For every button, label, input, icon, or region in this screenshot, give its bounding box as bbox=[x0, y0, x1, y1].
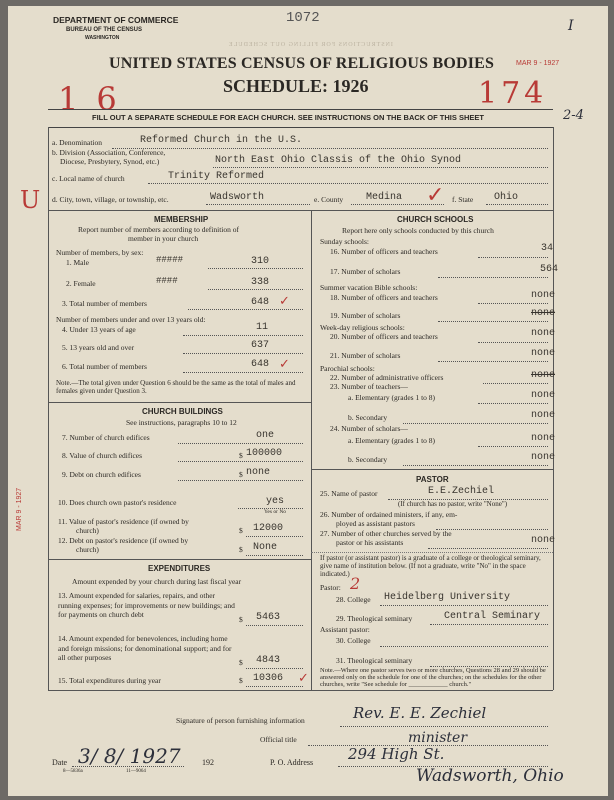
q27-line bbox=[428, 548, 548, 549]
local-name-label: c. Local name of church bbox=[52, 174, 125, 183]
frame-left bbox=[48, 127, 49, 690]
sunday-head: Sunday schools: bbox=[320, 237, 369, 246]
by-sex-label: Number of members, by sex: bbox=[56, 248, 144, 257]
po-address-value: 294 High St. bbox=[348, 745, 445, 763]
bleed-through-text: INSTRUCTIONS FOR FILLING OUT SCHEDULE bbox=[228, 42, 393, 48]
signature-label: Signature of person furnishing information bbox=[176, 716, 305, 725]
buildings-sub: See instructions, paragraphs 10 to 12 bbox=[126, 418, 237, 427]
bureau-label: BUREAU OF THE CENSUS bbox=[66, 27, 143, 33]
q17-line bbox=[438, 277, 548, 278]
q15-label: 15. Total expenditures during year bbox=[58, 676, 161, 685]
state-label: f. State bbox=[452, 195, 474, 204]
q23a-line bbox=[478, 403, 548, 404]
q23b-label: b. Secondary bbox=[348, 413, 388, 422]
q30-label: 30. College bbox=[336, 636, 371, 645]
signature-line bbox=[340, 726, 548, 727]
denomination-value: Reformed Church in the U.S. bbox=[140, 135, 303, 146]
census-form-page bbox=[8, 6, 608, 796]
expenditures-sub: Amount expended by your church during last fiscal year bbox=[72, 577, 242, 586]
q15-check-mark: ✓ bbox=[298, 670, 309, 685]
q5-line bbox=[183, 353, 303, 354]
q8-line bbox=[178, 461, 303, 462]
membership-title: MEMBERSHIP bbox=[154, 215, 209, 224]
q18-line bbox=[478, 303, 548, 304]
denomination-label: a. Denomination bbox=[52, 138, 102, 147]
q11-label-2: church) bbox=[76, 526, 99, 535]
q21-line bbox=[438, 361, 548, 362]
q8-label: 8. Value of church edifices bbox=[62, 451, 143, 460]
q29-label: 29. Theological seminary bbox=[336, 614, 413, 623]
signature-value: Rev. E. E. Zechiel bbox=[353, 704, 487, 722]
q1-line bbox=[208, 268, 303, 269]
form-code-2: 11—9064 bbox=[126, 769, 146, 774]
q3-value: 648 bbox=[251, 297, 270, 308]
q24b-label: b. Secondary bbox=[348, 455, 388, 464]
q17-label: 17. Number of scholars bbox=[330, 267, 401, 276]
local-name-value: Trinity Reformed bbox=[168, 171, 265, 182]
q9-dollar: $ bbox=[239, 470, 243, 479]
q22-value: none bbox=[531, 370, 556, 381]
q24b-line bbox=[403, 465, 548, 466]
q6-check-mark: ✓ bbox=[279, 356, 290, 371]
schools-title: CHURCH SCHOOLS bbox=[397, 215, 474, 224]
q16-line bbox=[478, 257, 548, 258]
state-line bbox=[486, 204, 548, 205]
q19-value: none bbox=[531, 308, 556, 319]
buildings-title: CHURCH BUILDINGS bbox=[142, 407, 223, 416]
q18-value: none bbox=[531, 290, 556, 301]
po-address-label: P. O. Address bbox=[270, 758, 314, 767]
summer-head: Summer vacation Bible schools: bbox=[320, 283, 418, 292]
q24b-value: none bbox=[531, 452, 556, 463]
q10-value: yes bbox=[266, 496, 285, 507]
q24a-line bbox=[478, 446, 548, 447]
q13-label: 13. Amount expended for salaries, repairs, and other running expenses; for improvements or new buildings; and for payments on church debt bbox=[58, 591, 235, 619]
q23-label: 23. Number of teachers— bbox=[330, 382, 408, 391]
form-number: 1072 bbox=[286, 10, 320, 26]
local-name-line bbox=[148, 183, 548, 184]
membership-sub-2: member in your church bbox=[128, 234, 199, 243]
q3-label: 3. Total number of members bbox=[62, 299, 147, 308]
official-title-label: Official title bbox=[260, 735, 297, 744]
q12-value: None bbox=[253, 542, 278, 553]
division-line bbox=[213, 167, 548, 168]
section-top-rule bbox=[48, 210, 553, 211]
q24-label: 24. Number of scholars— bbox=[330, 424, 408, 433]
instruction-line: FILL OUT A SEPARATE SCHEDULE FOR EACH CHURCH. SEE INSTRUCTIONS ON THE BACK OF THIS SHEET bbox=[92, 113, 484, 122]
date-value: 3/ 8/ 1927 bbox=[78, 744, 181, 768]
official-title-value: minister bbox=[408, 730, 468, 746]
q1-hash-marks: ##### bbox=[156, 255, 184, 265]
q12-dollar: $ bbox=[239, 545, 243, 554]
q13-value: 5463 bbox=[256, 612, 281, 623]
date-suffix: 192 bbox=[202, 758, 214, 767]
schools-bottom-rule bbox=[311, 469, 553, 470]
q5-label: 5. 13 years old and over bbox=[62, 343, 135, 352]
q11-value: 12000 bbox=[253, 523, 284, 534]
q3-check-mark: ✓ bbox=[279, 293, 290, 308]
q7-value: one bbox=[256, 430, 275, 441]
date-label: Date bbox=[52, 758, 68, 767]
frame-right bbox=[553, 127, 554, 690]
q7-line bbox=[178, 443, 303, 444]
county-value: Medina bbox=[366, 192, 403, 203]
city-label: d. City, town, village, or township, etc. bbox=[52, 195, 169, 204]
q26-line bbox=[436, 529, 548, 530]
q6-value: 648 bbox=[251, 359, 270, 370]
assistant-head: Assistant pastor: bbox=[320, 625, 370, 634]
form-title: UNITED STATES CENSUS OF RELIGIOUS BODIES bbox=[109, 55, 495, 72]
q2-line bbox=[208, 289, 303, 290]
handwritten-u-mark: U bbox=[20, 186, 41, 214]
q29-value: Central Seminary bbox=[444, 611, 541, 622]
corner-mark: I bbox=[568, 18, 574, 34]
received-stamp: MAR 9 - 1927 bbox=[516, 60, 560, 67]
q19-label: 19. Number of scholars bbox=[330, 311, 401, 320]
handwritten-left-number: 16 bbox=[58, 80, 135, 118]
q31-label: 31. Theological seminary bbox=[336, 656, 413, 665]
department-label: DEPARTMENT OF COMMERCE bbox=[53, 15, 179, 25]
header-rule-top bbox=[48, 109, 553, 110]
q12-label-1: 12. Debt on pastor's residence (if owned by bbox=[58, 536, 189, 545]
q15-dollar: $ bbox=[239, 676, 243, 685]
q6-line bbox=[183, 372, 303, 373]
q28-value: Heidelberg University bbox=[384, 592, 511, 603]
q9-line bbox=[178, 480, 303, 481]
pastor-title: PASTOR bbox=[416, 475, 449, 484]
q24a-label: a. Elementary (grades 1 to 8) bbox=[348, 436, 436, 445]
q12-line bbox=[246, 555, 303, 556]
q27-label-1: 27. Number of other churches served by the bbox=[320, 529, 452, 538]
q11-dollar: $ bbox=[239, 526, 243, 535]
handwritten-two: 2 bbox=[350, 574, 361, 593]
q23b-value: none bbox=[531, 410, 556, 421]
side-received-stamp: MAR 9 - 1927 bbox=[16, 487, 23, 531]
q14-value: 4843 bbox=[256, 655, 281, 666]
q7-label: 7. Number of church edifices bbox=[62, 433, 150, 442]
q10-label: 10. Does church own pastor's residence bbox=[58, 498, 177, 507]
county-label: e. County bbox=[314, 195, 344, 204]
q20-line bbox=[478, 342, 548, 343]
city-value: Wadsworth bbox=[210, 192, 265, 203]
q15-line bbox=[246, 686, 303, 687]
q2-value: 338 bbox=[251, 277, 270, 288]
q25-note: (If church has no pastor, write "None") bbox=[398, 500, 508, 508]
po-address-city: Wadsworth, Ohio bbox=[416, 766, 564, 786]
city-line bbox=[206, 204, 310, 205]
q11-line bbox=[246, 536, 303, 537]
q26-label-1: 26. Number of ordained ministers, if any, em- bbox=[320, 510, 458, 519]
q1-value: 310 bbox=[251, 256, 270, 267]
q22-label: 22. Number of administrative officers bbox=[330, 373, 444, 382]
q18-label: 18. Number of officers and teachers bbox=[330, 293, 438, 302]
form-code: 8—5836a bbox=[63, 769, 83, 774]
q14-dollar: $ bbox=[239, 658, 243, 667]
division-value: North East Ohio Classis of the Ohio Synod bbox=[215, 155, 462, 166]
q14-line bbox=[246, 668, 303, 669]
pastor-mid-rule bbox=[311, 552, 553, 553]
q8-dollar: $ bbox=[239, 451, 243, 460]
age-head-label: Number of members under and over 13 years old: bbox=[56, 315, 206, 324]
q1-label: 1. Male bbox=[66, 258, 89, 267]
q25-value: E.E.Zechiel bbox=[428, 486, 495, 497]
county-check-mark: ✓ bbox=[426, 182, 445, 207]
q8-value: 100000 bbox=[246, 448, 283, 459]
q29-line bbox=[430, 624, 548, 625]
q26-label-2: ployed as assistant pastors bbox=[336, 519, 415, 528]
q9-label: 9. Debt on church edifices bbox=[62, 470, 141, 479]
column-divider bbox=[311, 210, 312, 690]
membership-bottom-rule bbox=[48, 402, 311, 403]
membership-sub-1: Report number of members according to definition of bbox=[78, 225, 239, 234]
handwritten-corner-code: 2-4 bbox=[563, 108, 584, 123]
q14-label: 14. Amount expended for benevolences, including home and foreign missions; for denominational support; and for all other purposes bbox=[58, 634, 232, 662]
denomination-line bbox=[112, 148, 548, 149]
q20-label: 20. Number of officers and teachers bbox=[330, 332, 438, 341]
q27-value: none bbox=[531, 535, 556, 546]
q30-line bbox=[380, 646, 548, 647]
q4-value: 11 bbox=[256, 322, 269, 333]
q2-label: 2. Female bbox=[66, 279, 96, 288]
q15-value: 10306 bbox=[253, 673, 284, 684]
q2-hash-marks: #### bbox=[156, 276, 178, 286]
yes-no-hint: Yes or No bbox=[264, 509, 287, 515]
q21-value: none bbox=[531, 348, 556, 359]
schedule-title: SCHEDULE: 1926 bbox=[223, 76, 369, 96]
pastor-note: Note.—Where one pastor serves two or more churches, Questions 28 and 29 should be answered only on the schedule for one of the churches; on the schedules for the other churches, write "See schedule for ____________ church." bbox=[320, 667, 546, 689]
q16-label: 16. Number of officers and teachers bbox=[330, 247, 438, 256]
weekday-head: Week-day religious schools: bbox=[320, 323, 405, 332]
schools-sub: Report here only schools conducted by this church bbox=[342, 226, 494, 235]
q13-dollar: $ bbox=[239, 615, 243, 624]
pastor-head: Pastor: bbox=[320, 583, 341, 592]
division-label-2: Diocese, Presbytery, Synod, etc.) bbox=[60, 157, 160, 166]
state-value: Ohio bbox=[494, 192, 519, 203]
q12-label-2: church) bbox=[76, 545, 99, 554]
handwritten-right-number: 174 bbox=[478, 76, 548, 111]
q25-label: 25. Name of pastor bbox=[320, 489, 378, 498]
expenditures-title: EXPENDITURES bbox=[148, 564, 211, 573]
q23b-line bbox=[403, 423, 548, 424]
q28-label: 28. College bbox=[336, 595, 371, 604]
q20-value: none bbox=[531, 328, 556, 339]
membership-note: Note.—The total given under Question 6 should be the same as the total of males and females given under Question 3. bbox=[56, 379, 296, 396]
q22-line bbox=[483, 383, 548, 384]
city-label: WASHINGTON bbox=[85, 35, 120, 41]
q13-line bbox=[246, 625, 303, 626]
q11-label-1: 11. Value of pastor's residence (if owned by bbox=[58, 517, 189, 526]
q6-label: 6. Total number of members bbox=[62, 362, 147, 371]
buildings-bottom-rule bbox=[48, 559, 311, 560]
q23a-label: a. Elementary (grades 1 to 8) bbox=[348, 393, 436, 402]
q9-value: none bbox=[246, 467, 271, 478]
section-bottom-rule bbox=[48, 690, 553, 691]
division-label-1: b. Division (Association, Conference, bbox=[52, 148, 166, 157]
q28-line bbox=[380, 605, 548, 606]
q16-value: 34 bbox=[541, 243, 554, 254]
q21-label: 21. Number of scholars bbox=[330, 351, 401, 360]
q3-line bbox=[188, 309, 303, 310]
q23a-value: none bbox=[531, 390, 556, 401]
q27-label-2: pastor or his assistants bbox=[336, 538, 404, 547]
q5-value: 637 bbox=[251, 340, 270, 351]
q4-line bbox=[183, 335, 303, 336]
parochial-head: Parochial schools: bbox=[320, 364, 375, 373]
q4-label: 4. Under 13 years of age bbox=[62, 325, 136, 334]
q24a-value: none bbox=[531, 433, 556, 444]
q19-line bbox=[438, 321, 548, 322]
q17-value: 564 bbox=[540, 264, 559, 275]
header-rule-bottom bbox=[48, 127, 553, 128]
graduate-note: If pastor (or assistant pastor) is a graduate of a college or theological seminary, give name of institution below. (If not a graduate, write "No" in the space indicated.) bbox=[320, 554, 541, 579]
